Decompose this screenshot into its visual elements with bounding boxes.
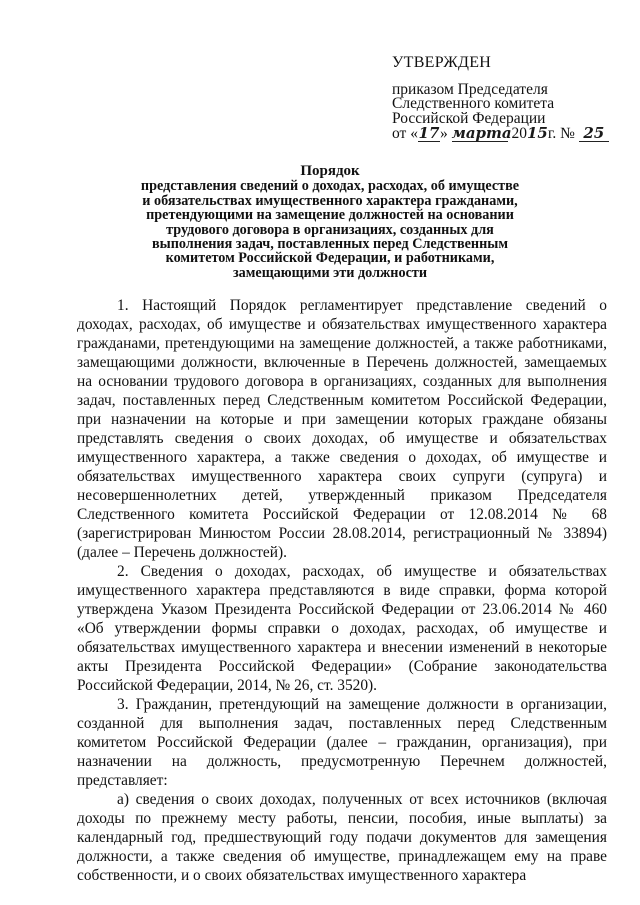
approval-heading: УТВЕРЖДЕН (392, 54, 492, 71)
title-line: выполнения задач, поставленных перед Следственным (151, 236, 509, 253)
title-line: комитетом Российской Федерации, и работниками, (165, 250, 495, 267)
title-heading: Порядок (300, 163, 360, 179)
title-line: и обязательствах имущественного характера гражданами, (142, 192, 518, 209)
date-mid: » (439, 125, 452, 142)
approval-line-2: Следственного комитета (392, 95, 555, 112)
date-day: 17 (418, 124, 440, 142)
date-number-prefix: г. № (547, 125, 579, 142)
approval-date-line (392, 126, 622, 142)
paragraph-1: 1. Настоящий Порядок регламентирует представление сведений о доходах, расходах, об имуществе и обязательствах имущественного характера гражданами, претендующими на замещение должностей, а также работниками, замещающими должности, включенные в Перечень должностей, замещаемых на основании трудового договора в организациях, созданных для выполнения задач, поставленных перед Следственным комитетом Российской Федерации, при назначении на которые и при замещении которых граждане обязаны представлять сведения о своих доходах, об имуществе и обязательствах имущественного характера, а также сведения о доходах, об имуществе и обязательствах имущественного характера своих супруги (супруга) и несовершеннолетних детей, утвержденный приказом Председателя Следственного комитета Российской Федерации от 12.08.2014 № 68 (зарегистрирован Минюстом России 28.08.2014, регистрационный № 33894) (далее – Перечень должностей). (77, 297, 607, 561)
date-number: 25 (579, 126, 609, 142)
date-month: марта (451, 124, 512, 142)
document-body (77, 296, 607, 885)
title-line: претендующими на замещение должностей на основании (146, 207, 514, 224)
date-prefix: от « (392, 125, 418, 142)
approval-stamp (392, 56, 622, 142)
approval-line-1: приказом Председателя (392, 80, 548, 98)
date-year-suffix: 15 (526, 124, 548, 142)
title-line: замещающими эти должности (232, 264, 428, 281)
date-year-prefix: 20 (507, 125, 527, 142)
paragraph-2: 2. Сведения о доходах, расходах, об имуществе и обязательствах имущественного характера представляются в виде справки, форма которой утверждена Указом Президента Российской Федерации от 23.06.2014 № 460 «Об утверждении формы справки о доходах, расходах, об имуществе и обязательствах имущественного характера и внесении изменений в некоторые акты Президента Российской Федерации» (Собрание законодательства Российской Федерации, 2014, № 26, ст. 3520). (77, 563, 607, 694)
approval-line-3: Российской Федерации (392, 109, 546, 127)
paragraph-3: 3. Гражданин, претендующий на замещение должности в организации, созданной для выполнения задач, поставленных перед Следственным комитетом Российской Федерации (далее – гражданин, организация), при назначении на должность, предусмотренную Перечнем должностей, представляет: (77, 696, 607, 789)
paragraph-3a: а) сведения о своих доходах, полученных от всех источников (включая доходы по прежнему месту работы, пенсии, пособия, иные выплаты) за календарный год, предшествующий году подачи документов для замещения должности, а также сведения об имуществе, принадлежащем ему на праве собственности, и о своих обязательствах имущественного характера (77, 791, 607, 884)
title-line: представления сведений о доходах, расходах, об имуществе (140, 178, 520, 195)
document-title (100, 164, 560, 280)
title-line: трудового договора в организациях, созданных для (166, 221, 494, 238)
